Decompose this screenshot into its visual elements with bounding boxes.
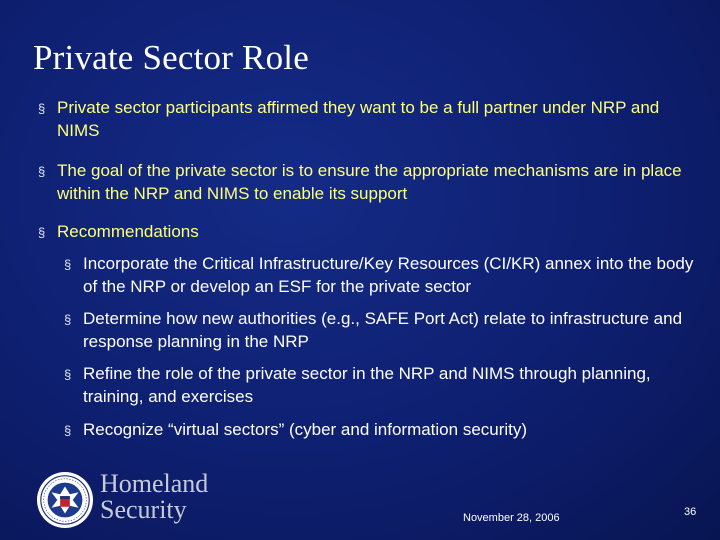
bullet-marker: § (38, 164, 46, 179)
logo-wordmark (100, 471, 208, 523)
bullet-marker: § (38, 101, 46, 116)
bullet-text: Recommendations (57, 222, 199, 241)
bullet-marker: § (64, 312, 72, 327)
sub-bullet-item (64, 307, 698, 353)
sub-bullet-item (64, 252, 698, 298)
sub-bullet-item (64, 362, 698, 408)
dhs-seal-icon (36, 471, 94, 529)
sub-bullet-text: Determine how new authorities (e.g., SAFE Port Act) relate to infrastructure and response planning in the NRP (83, 309, 683, 351)
bullet-marker: § (64, 367, 72, 382)
bullet-item (38, 159, 697, 205)
sub-bullet-text: Incorporate the Critical Infrastructure/Key Resources (CI/KR) annex into the body of the NRP or develop an ESF for the private sector (83, 254, 694, 296)
page-number: 36 (684, 506, 697, 518)
dhs-logo (36, 470, 236, 530)
bullet-item (38, 96, 697, 142)
bullet-text: Private sector participants affirmed they want to be a full partner under NRP and NIMS (57, 98, 660, 140)
slide-title: Private Sector Role (33, 38, 309, 77)
bullet-marker: § (64, 257, 72, 272)
logo-line-security: Security (100, 495, 187, 524)
sub-bullet-text: Recognize “virtual sectors” (cyber and information security) (83, 420, 528, 439)
bullet-item (38, 220, 697, 243)
sub-bullet-item (64, 418, 698, 441)
bullet-marker: § (38, 225, 46, 240)
bullet-marker: § (64, 423, 72, 438)
bullet-text: The goal of the private sector is to ensure the appropriate mechanisms are in place within the NRP and NIMS to enable its support (57, 161, 682, 203)
sub-bullet-text: Refine the role of the private sector in the NRP and NIMS through planning, training, and exercises (83, 364, 651, 406)
slide-date: November 28, 2006 (463, 512, 560, 524)
logo-line-homeland: Homeland (100, 469, 209, 498)
